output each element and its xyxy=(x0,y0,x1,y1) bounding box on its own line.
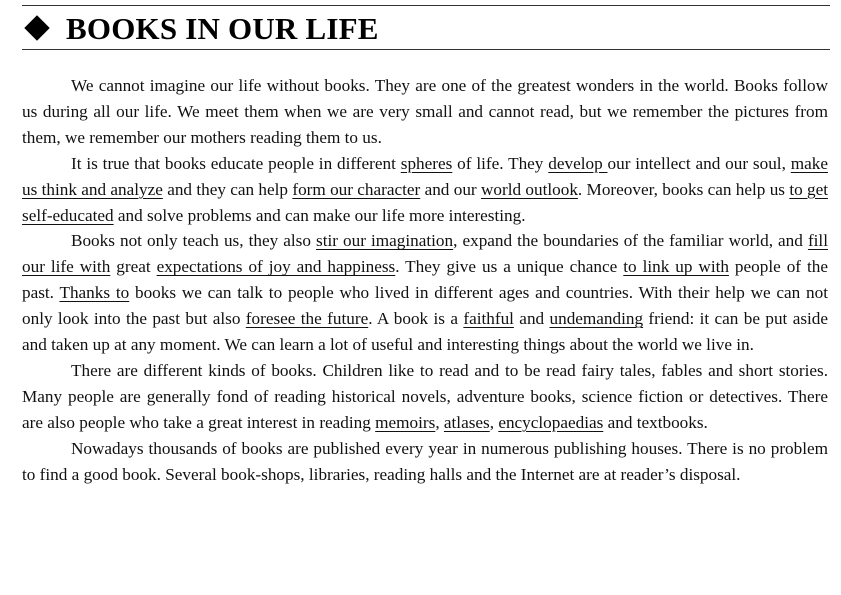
text-segment: people of the past. xyxy=(22,257,828,303)
underlined-phrase: develop xyxy=(548,153,608,173)
underlined-phrase: world outlook xyxy=(480,179,578,199)
underlined-phrase: foresee the future xyxy=(245,309,369,329)
text-segment: and xyxy=(513,309,550,329)
text-segment: We cannot imagine our life without books. They are one of the greatest wonders in the world. Books follow us during all our life. We meet them when we are very small and cannot read, but we remember the pictures from them, we remember our mothers reading them to us. xyxy=(22,76,828,147)
underlined-phrase: atlases xyxy=(443,412,490,432)
text-segment: books we can talk to people who lived in different ages and countries. With their help we can not only look into the past but also xyxy=(22,283,828,329)
header-top-rule xyxy=(22,5,830,6)
header xyxy=(22,8,379,48)
text-segment: , xyxy=(489,412,499,432)
diamond-bullet-icon xyxy=(24,15,49,40)
text-segment: . Moreover, books can help us xyxy=(577,179,790,199)
text-segment: , expand the boundaries of the familiar world, and xyxy=(453,231,808,251)
underlined-phrase: stir our imagination xyxy=(316,231,454,251)
text-segment: and our xyxy=(420,179,481,199)
text-segment: It is true that books educate people in different xyxy=(71,153,401,173)
underlined-phrase: spheres xyxy=(400,153,453,173)
text-segment: and solve problems and can make our life more interesting. xyxy=(113,205,526,225)
text-segment: and they can help xyxy=(162,179,293,199)
underlined-phrase: to link up with xyxy=(623,257,729,277)
text-segment: our intellect and our soul, xyxy=(607,153,791,173)
underlined-phrase: undemanding xyxy=(549,309,644,329)
paragraph xyxy=(22,358,828,436)
text-segment: . A book is a xyxy=(368,309,464,329)
text-segment: There are different kinds of books. Children like to read and to be read fairy tales, fables and short stories. Many people are generally fond of reading historical novels, adventure books, science fiction or detectives. There are also people who take a great interest in reading xyxy=(22,360,828,432)
text-segment: Books not only teach us, they also xyxy=(71,231,316,251)
text-segment: of life. They xyxy=(452,153,549,173)
paragraph xyxy=(22,73,828,151)
underlined-phrase: make us think and analyze xyxy=(22,153,828,199)
underlined-phrase: Thanks to xyxy=(59,283,130,303)
text-segment: and textbooks. xyxy=(603,412,708,432)
text-segment: . They give us a unique chance xyxy=(395,257,624,277)
underlined-phrase: memoirs xyxy=(375,412,436,432)
underlined-phrase: encyclopaedias xyxy=(498,412,604,432)
underlined-phrase: to get self-educated xyxy=(22,179,828,225)
paragraph xyxy=(22,228,828,358)
page-title: BOOKS IN OUR LIFE xyxy=(66,10,379,46)
underlined-phrase: expectations of joy and happiness xyxy=(156,257,396,277)
paragraph xyxy=(22,151,828,229)
article-body xyxy=(22,73,828,488)
underlined-phrase: fill our life with xyxy=(22,231,828,277)
underlined-phrase: form our character xyxy=(292,179,421,199)
text-segment: Nowadays thousands of books are published every year in numerous publishing houses. There is no problem to find a good book. Several book-shops, libraries, reading halls and the Internet are at reader’s disposal. xyxy=(22,438,828,484)
text-segment: , xyxy=(435,412,444,432)
header-bottom-rule xyxy=(22,49,830,50)
text-segment: great xyxy=(110,257,157,277)
paragraph xyxy=(22,436,828,488)
underlined-phrase: faithful xyxy=(463,309,514,329)
text-segment: friend: it can be put aside and taken up at any moment. We can learn a lot of useful and interesting things about the world we live in. xyxy=(22,309,829,355)
